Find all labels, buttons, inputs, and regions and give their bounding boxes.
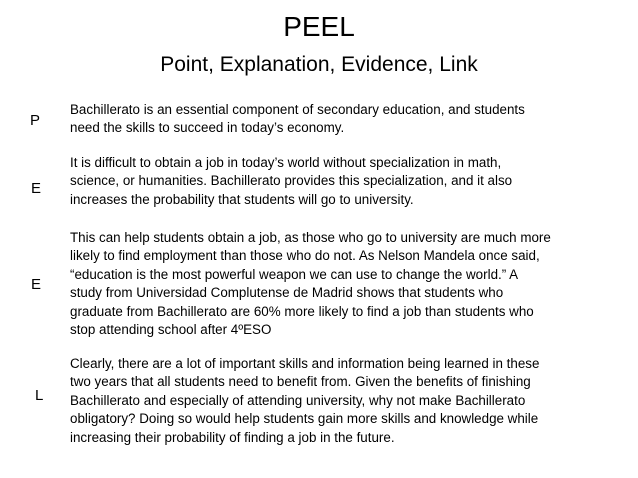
section-letter-link: L bbox=[35, 387, 44, 404]
section-letter-explanation: E bbox=[31, 180, 42, 197]
section-text-evidence: This can help students obtain a job, as those who go to university are much more likely to find employment than those who do not. As Nelson Mandela once said, “education is the most powerful weapon we can use to change the world.” A study from Universidad Complutense de Madrid shows that students who graduate from Bachillerato are 60% more likely to find a job than students who stop attending school after 4ºESO bbox=[70, 230, 551, 338]
section-letter-point: P bbox=[30, 112, 41, 129]
section-text-explanation: It is difficult to obtain a job in today’s world without specialization in math, science, or humanities. Bachillerato provides this specialization, and it also increases the probability that students will go to university. bbox=[70, 155, 513, 207]
section-text-link: Clearly, there are a lot of important skills and information being learned in these two years that all students need to benefit from. Given the benefits of finishing Bachillerato and especially of attending university, why not make Bachillerato obligatory? Doing so would help students gain more skills and knowledge while increasing their probability of finding a job in the future. bbox=[70, 356, 540, 445]
section-letter-evidence: E bbox=[31, 276, 42, 293]
slide-subtitle: Point, Explanation, Evidence, Link bbox=[160, 53, 478, 76]
slide-title: PEEL bbox=[283, 11, 355, 42]
section-text-point: Bachillerato is an essential component of secondary education, and students need the skills to succeed in today’s economy. bbox=[70, 102, 525, 136]
